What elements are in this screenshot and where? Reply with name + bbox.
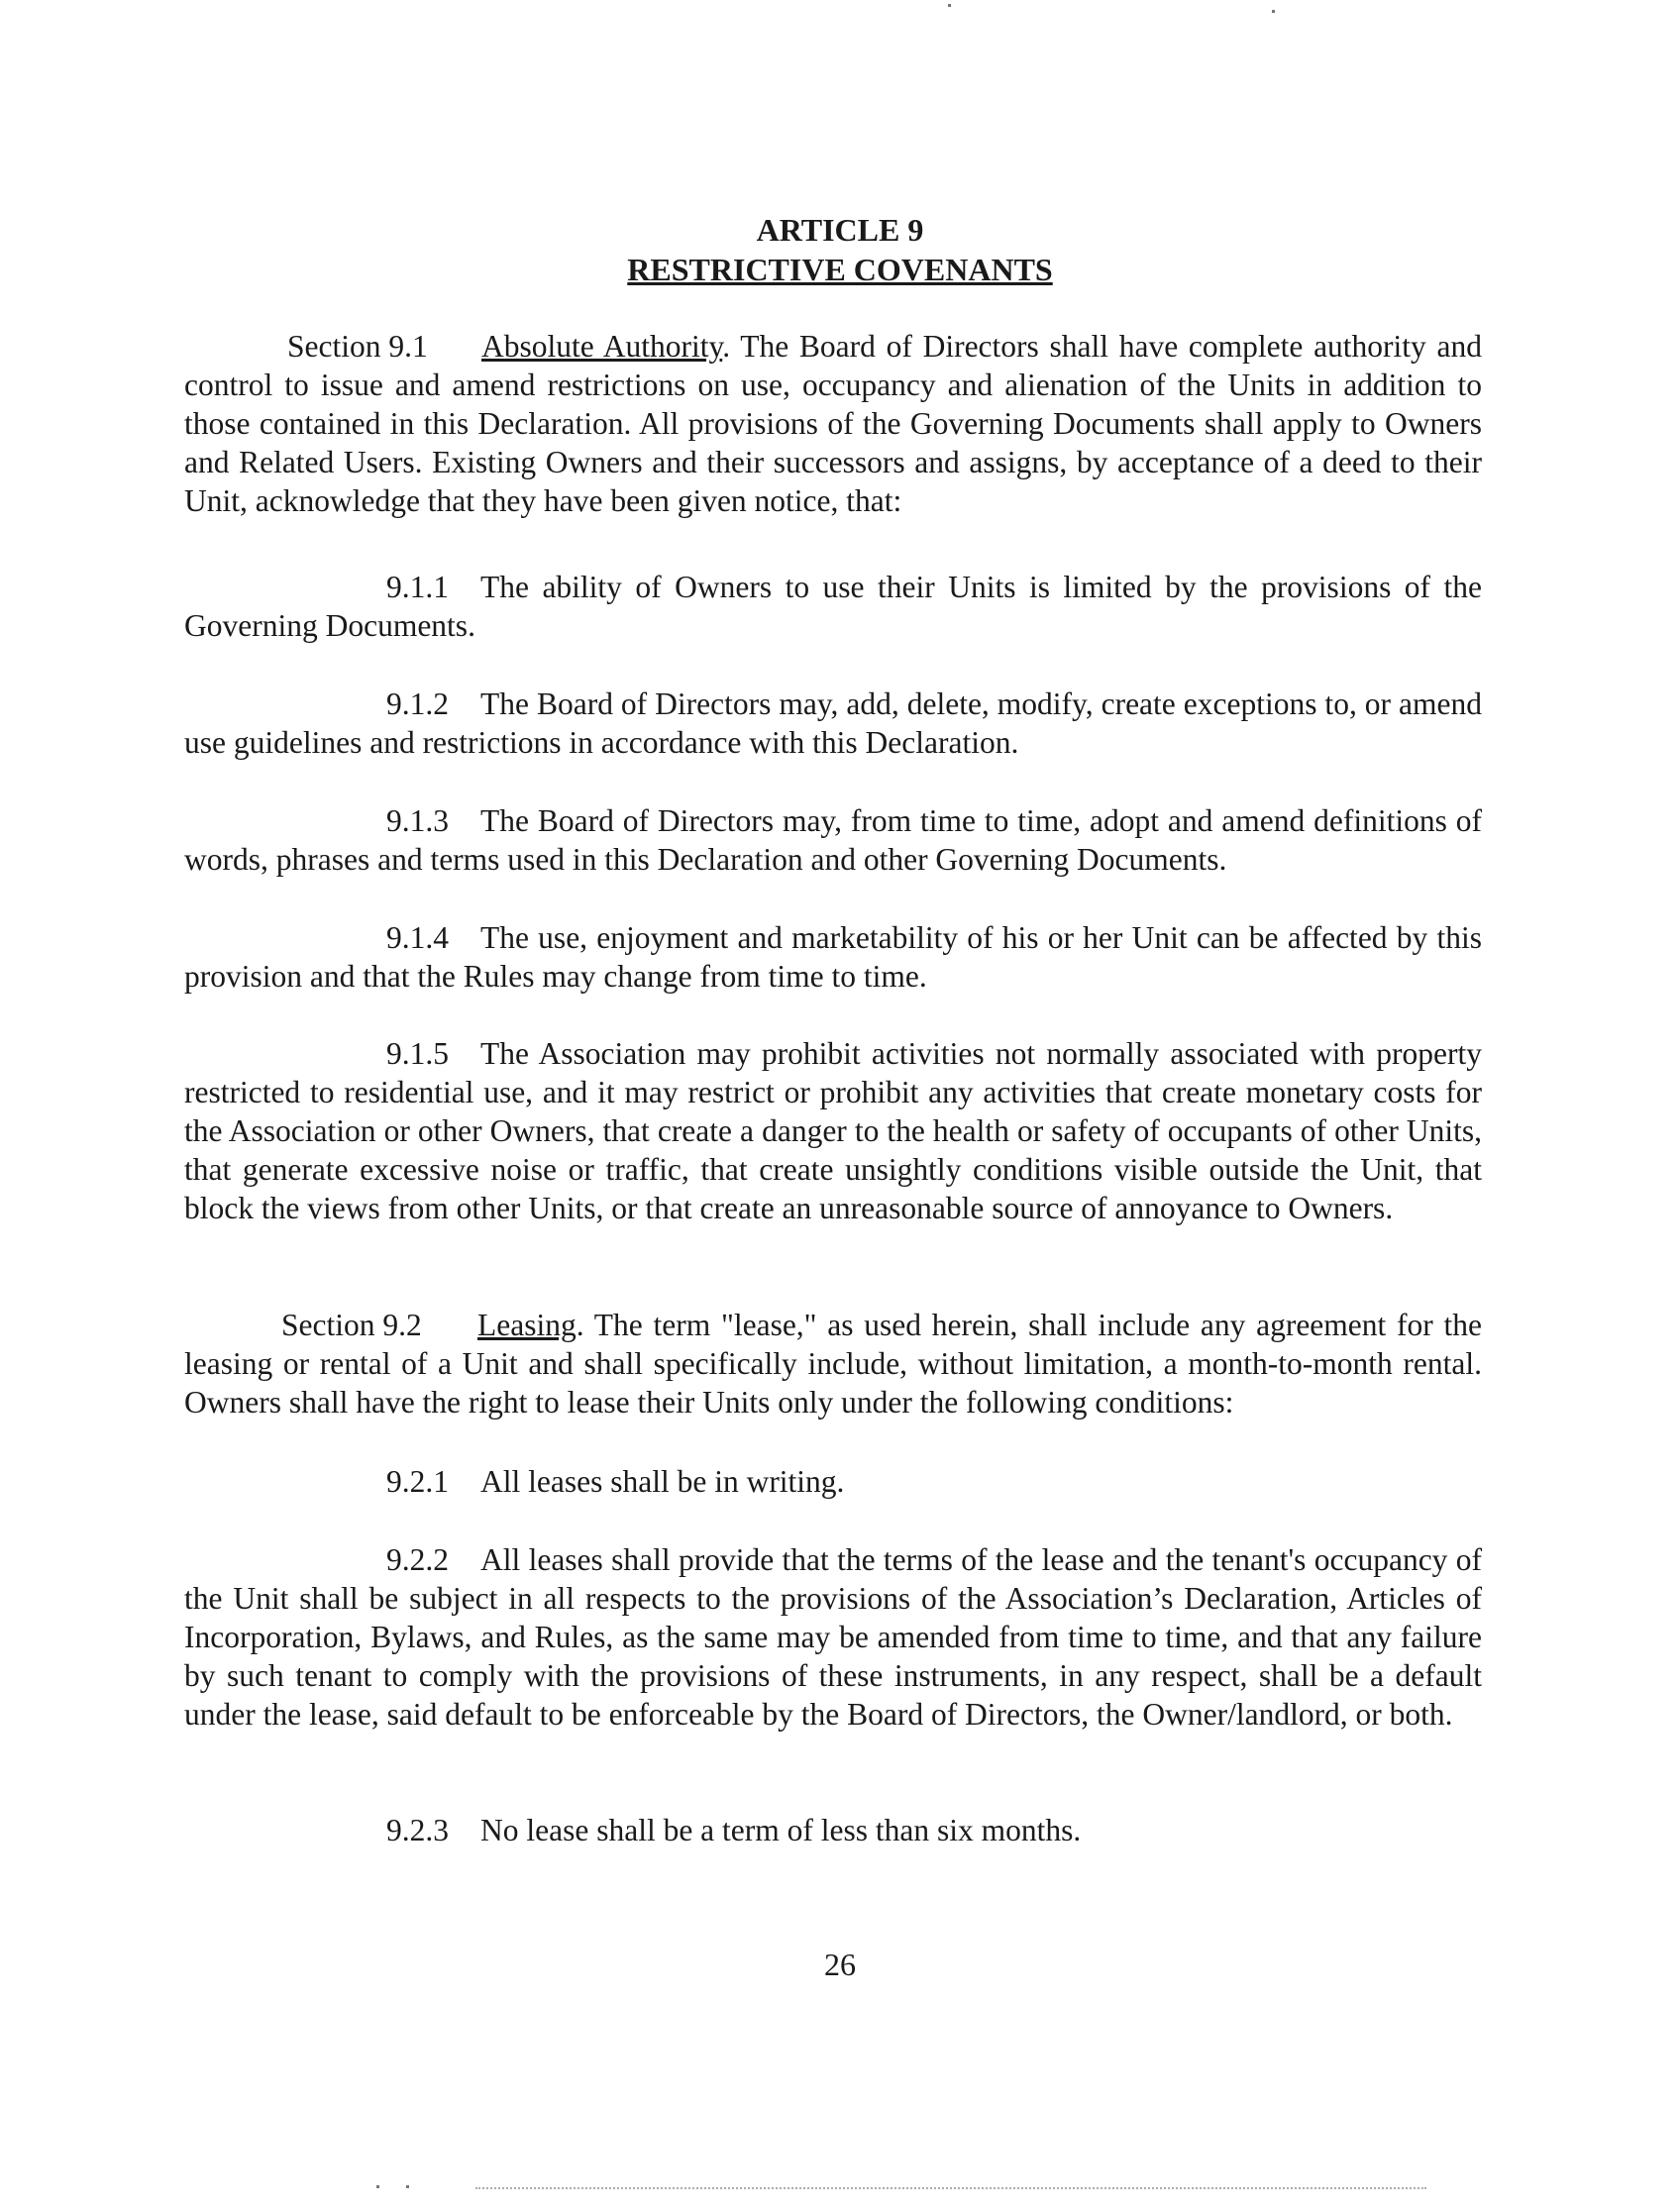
paragraph-text: The Board of Directors may, add, delete, modify, create exceptions to, or amend use guidelines and restrictions in accordance with this Declaration. bbox=[184, 686, 1482, 760]
section-9-1 bbox=[184, 327, 1482, 520]
section-title: Leasing bbox=[477, 1308, 577, 1342]
paragraph-text: The Association may prohibit activities not normally associated with property restricted to residential use, and it may restrict or prohibit any activities that create monetary costs for the Association or other Owners, that create a danger to the health or safety of occupants of other Units, that generate excessive noise or traffic, that create unsightly conditions visible outside the Unit, that block the views from other Units, or that create an unreasonable source of annoyance to Owners. bbox=[184, 1036, 1482, 1225]
paragraph-9-1-2 bbox=[184, 685, 1482, 762]
paragraph-number: 9.2.2 bbox=[386, 1542, 449, 1577]
paragraph-text: All leases shall provide that the terms of the lease and the tenant's occupancy of the Unit shall be subject in all respects to the provisions of the Association’s Declaration, Articles of Incorporation, Bylaws, and Rules, as the same may be amended from time to time, and that any failure by such tenant to comply with the provisions of these instruments, in any respect, shall be a default under the lease, said default to be enforceable by the Board of Directors, the Owner/landlord, or both. bbox=[184, 1542, 1482, 1732]
paragraph-text: The use, enjoyment and marketability of his or her Unit can be affected by this provision and that the Rules may change from time to time. bbox=[184, 920, 1482, 994]
scan-artifact-dot bbox=[376, 2185, 379, 2188]
section-label: Section 9.2 bbox=[281, 1308, 422, 1342]
paragraph-9-2-2 bbox=[184, 1540, 1482, 1734]
paragraph-text: The ability of Owners to use their Units is limited by the provisions of the Governing Documents. bbox=[184, 570, 1482, 643]
section-text: . The term "lease," as used herein, shall include any agreement for the leasing or rental of a Unit and shall specifically include, without limitation, a month-to-month rental. Owners shall have the right to lease their Units only under the following conditions: bbox=[184, 1308, 1482, 1420]
paragraph-number: 9.1.4 bbox=[386, 920, 449, 955]
paragraph-number: 9.2.3 bbox=[386, 1813, 449, 1847]
paragraph-9-1-5 bbox=[184, 1034, 1482, 1227]
paragraph-number: 9.1.3 bbox=[386, 803, 449, 838]
paragraph-number: 9.2.1 bbox=[386, 1464, 449, 1499]
paragraph-text: All leases shall be in writing. bbox=[480, 1464, 845, 1499]
article-number: ARTICLE 9 bbox=[756, 212, 924, 248]
article-title: RESTRICTIVE COVENANTS bbox=[627, 252, 1053, 287]
paragraph-text: The Board of Directors may, from time to time, adopt and amend definitions of words, phrases and terms used in this Declaration and other Governing Documents. bbox=[184, 803, 1482, 877]
paragraph-text: No lease shall be a term of less than six months. bbox=[480, 1813, 1082, 1847]
paragraph-9-2-1 bbox=[184, 1462, 1482, 1501]
scan-artifact-dot bbox=[406, 2185, 409, 2188]
scan-artifact-dot bbox=[948, 4, 951, 7]
paragraph-9-1-1 bbox=[184, 568, 1482, 645]
paragraph-9-1-3 bbox=[184, 801, 1482, 879]
paragraph-number: 9.1.5 bbox=[386, 1036, 449, 1071]
section-text: . The Board of Directors shall have complete authority and control to issue and amend restrictions on use, occupancy and alienation of the Units in addition to those contained in this Declaration. All provisions of the Governing Documents shall apply to Owners and Related Users. Existing Owners and their successors and assigns, by acceptance of a deed to their Unit, acknowledge that they have been given notice, that: bbox=[184, 329, 1482, 518]
paragraph-number: 9.1.1 bbox=[386, 570, 449, 604]
page-number: 26 bbox=[824, 1947, 856, 1982]
section-title: Absolute Authority bbox=[481, 329, 723, 364]
section-label: Section 9.1 bbox=[287, 329, 428, 364]
scan-artifact-dot bbox=[1272, 10, 1275, 13]
section-9-2 bbox=[184, 1306, 1482, 1422]
paragraph-9-1-4 bbox=[184, 918, 1482, 996]
paragraph-number: 9.1.2 bbox=[386, 686, 449, 721]
scan-artifact-line bbox=[475, 2187, 1426, 2189]
paragraph-9-2-3 bbox=[184, 1811, 1482, 1849]
